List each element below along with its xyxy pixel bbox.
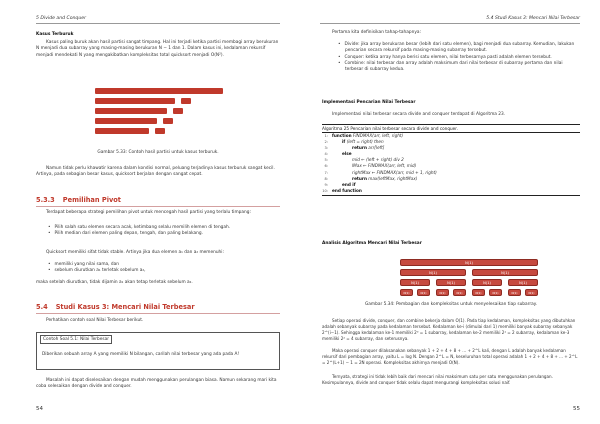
list-item: • sebelum diurutkan a₁ terletak sebelum a₂, [48,268,278,274]
header-rule [320,23,580,24]
list-item: • memiliki yang nilai sama, dan [48,262,278,268]
tree-leaf: N(1) [489,289,502,296]
code-text [332,188,362,194]
header-rule [36,23,280,24]
code-expression: (left = right) then [346,139,384,145]
algorithm-line [322,188,580,194]
section-heading-pivot [36,196,121,204]
stable-note: Quicksort memiliki sifat tidak stable. Artinya jika dua elemen a₁ dan a₂ memenuhi: [46,250,224,255]
pivot-bullet-list [48,225,278,238]
tree-leaf: N(1) [525,289,538,296]
worst-case-heading: Kasus Terburuk [36,32,74,37]
line-number: 8: [324,176,328,181]
steps-intro: Pertama kita definisikan tahap-tahapnya: [332,30,421,35]
worst-case-paragraph-2: Namun tidak perlu khawatir karena dalam kondisi normal, peluang terjadinya kasus terburuk sangat kecil. Artinya, pada sebagian besar kasus, quicksort berjalan dengan sangat cepat. [36,166,275,178]
line-number: 6: [324,164,328,169]
partition-bar [181,98,191,104]
right-page [300,0,600,424]
tree-leaf: N(1) [436,289,449,296]
implementation-text: Implementasi nilai terbesar secara divide and conquer terdapat di Algoritma 23. [332,112,506,117]
code-keyword: return [352,175,367,181]
code-expression: lMax ← FINDMAX(arr, left, mid) [352,163,417,169]
line-number: 3: [324,146,328,151]
worst-case-paragraph: Kasus paling buruk akan hasil partisi sangat timpang. Hal ini terjadi ketika partisi membagi array berukuran N menjadi dua subarray yang masing-masing berukuran N − 1 dan 1. Dalam kasus ini, kedalaman rekursif menjadi mendekati N yang mengakibatkan kompleksitas total quicksort menjadi O(N²). [36,40,279,58]
section-title: Pemilihan Pivot [62,196,121,204]
algorithm-block [322,124,580,196]
case-study-intro: Perhatikan contoh soal Nilai Terbesar berikut. [46,318,144,323]
tree-leaf: N(1) [472,289,485,296]
analysis-paragraph-3: Ternyata, strategi ini tidak lebih baik dari mencari nilai maksimum satu per satu menggunakan perulangan. Kesimpulannya, divide and conquer tidak selalu dapat mengurangi kompleksitas solusi naif. [322,374,553,386]
line-number: 2: [324,140,328,145]
tree-node: N(1) [400,279,430,286]
tree-node-root: N(1) [400,259,538,266]
tree-leaf: N(1) [453,289,466,296]
section-number: 5.4 [36,303,48,311]
list-item: • Combine: nilai terbesar dan array adalah maksimum dari nilai terbesar di subarray pertama dan nilai terbesar di subarray kedua. [338,61,580,74]
section-rule [36,313,280,314]
tree-node: N(1) [400,269,466,276]
algorithm-footer-rule [322,195,580,196]
running-header-right: 5.4 Studi Kasus 3: Mencari Nilai Terbesar [486,16,580,21]
line-number: 4: [324,152,328,157]
analysis-heading: Analisis Algoritma Mencari Nilai Terbesar [322,241,422,246]
steps-list [338,42,580,73]
figure-caption: Gambar 5.33: Contoh hasil partisi untuk kasus terburuk. [97,150,219,155]
figure-caption: Gambar 5.34: Pembagian dan kompleksitas untuk menyelesaikan tiap subarray. [364,302,538,307]
algorithm-lines [322,133,580,194]
line-number: 1: [324,134,328,138]
example-box-body: Diberikan sebuah array A yang memiliki N bilangan, carilah nilai terbesar yang ada pada A! [42,352,240,357]
algorithm-title: Algoritma 25 Pencarian nilai terbesar secara divide and conquer. [322,124,580,133]
list-item: • Conquer: ketika array hanya berisi satu elemen, nilai terbesarnya pasti adalah elemen tersebut. [338,55,580,61]
tree-node: N(1) [472,279,502,286]
page-number: 55 [573,406,580,412]
tree-node: N(1) [436,279,466,286]
case-study-paragraph: Masalah ini dapat diselesaikan dengan mudah menggunakan perulangan biasa. Namun sekarang mari kita coba selesaikan dengan divide and conquer. [36,378,277,390]
code-keyword: if [342,139,346,145]
section-heading-case-study [36,303,195,311]
code-expression: max(leftMax, rightMax) [368,175,418,181]
example-box-title: Contoh Soal 5.1: Nilai Terbesar [40,335,112,344]
partition-bar [95,98,175,104]
pivot-intro: Terdapat beberapa strategi pemilihan pivot untuk mencegah hasil partisi yang terlalu timpang: [46,210,251,215]
implementation-heading: Implementasi Pencarian Nilai Terbesar [322,100,416,105]
partition-bar [95,118,157,124]
partition-bar [95,128,149,134]
line-number: 7: [324,170,328,175]
tree-node: N(1) [472,269,538,276]
code-expression: FINDMAX(arr, left, right) [352,133,404,138]
list-item: • Pilih salah satu elemen secara acak, ketimbang selalu memilih elemen di tengah. [48,225,278,231]
code-keyword: function [332,133,352,138]
tree-leaf: N(1) [417,289,430,296]
analysis-paragraph-1: Setiap operasi divide, conquer, dan combine bekerja dalam O(1). Pada tiap kedalaman, kompleksitas yang dibutuhkan adalah sebanyak subarray pada kedalaman tersebut. Kedalaman ke-i (dimulai dari 1) memiliki banyak subarray sebanyak 2^(i−1). Sehingga kedalaman ke-1 memiliki 2⁰ = 1 subarray, kedalaman ke-2 memiliki 2¹ = 2 subarray, kedalaman ke-3 memiliki 2² = 4 subarray, dan seterusnya. [322,318,576,342]
partition-bar [95,88,223,94]
code-keyword: end if [342,181,356,187]
code-keyword: return [352,145,367,151]
line-number: 5: [324,158,328,163]
stable-conclusion: maka setelah diurutkan, tidak dijamin a₁ akan tetap terletak sebelum a₂. [36,280,193,285]
running-header-left: 5 Divide and Conquer [36,16,86,21]
partition-bar [163,118,173,124]
code-expression: rightMax ← FINDMAX(arr, mid + 1, right) [352,169,437,175]
partition-bar [155,128,165,134]
code-keyword: end function [332,187,362,193]
tree-leaf: N(1) [508,289,521,296]
list-item: • Divide: jika array berukuran besar (lebih dari satu elemen), bagi menjadi dua subarray. Kemudian, lakukan pencarian secara rekursif pada masing-masing subarray tersebut. [338,42,580,55]
tree-leaf: N(1) [400,289,413,296]
partition-bar [173,108,183,114]
section-title: Studi Kasus 3: Mencari Nilai Terbesar [55,303,195,311]
stable-bullet-list [48,262,278,275]
analysis-paragraph-2: Maka operasi conquer dilaksanakan sebanyak 1 + 2 + 4 + 8 + ... + 2^L kali, dengan L adalah banyak kedalaman rekursif dari pembagian array, yaitu L = log N. Dengan 2^L = N, keseluruhan total operasi adalah 1 + 2 + 4 + 8 + ... + 2^L = 2^(L+1) − 1 = 2N operasi. Kompleksitas akhirnya menjadi O(N). [322,348,578,366]
section-number: 5.3.3 [36,196,55,204]
section-rule [36,206,280,207]
tree-node: N(1) [508,279,538,286]
code-expression: mid ← (left + right) div 2 [352,157,404,163]
line-number: 10: [322,188,328,193]
code-expression: arr[left] [368,145,385,151]
page-number: 54 [36,406,43,412]
partition-bar [95,108,167,114]
code-keyword: else [342,151,352,157]
line-number: 9: [324,182,328,187]
list-item: • Pilih median dari elemen paling depan, tengah, dan paling belakang. [48,231,278,237]
